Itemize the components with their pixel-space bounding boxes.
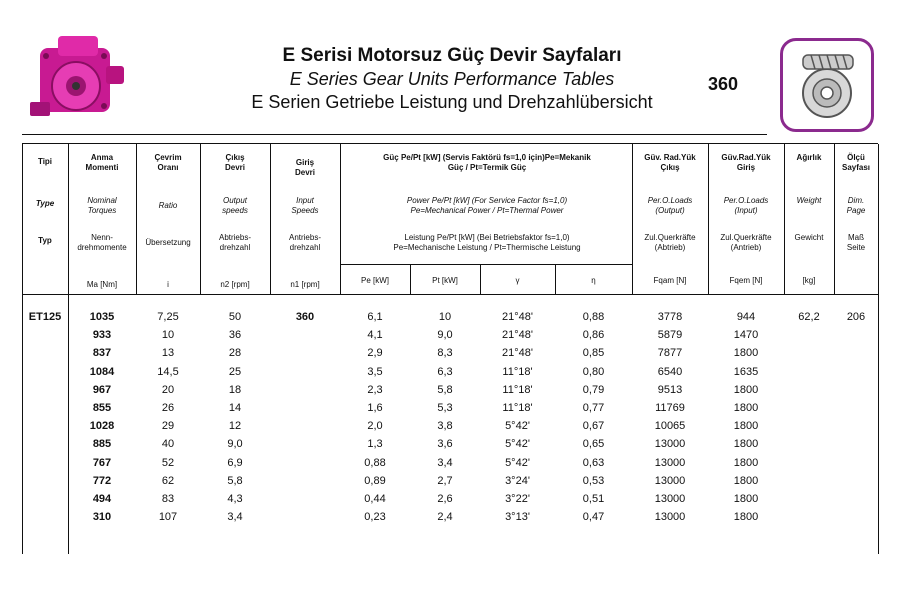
col-weight-tr: Ağırlık: [796, 153, 822, 162]
cell-eta: 0,80: [582, 365, 605, 378]
cell-pt: 10: [438, 311, 452, 323]
table-row: [22, 382, 878, 400]
cell-output-speed: 12: [228, 420, 242, 433]
col-gamma-unit: γ: [515, 276, 520, 285]
table-top-rule: [22, 143, 878, 144]
col-torque-de: Nenn- drehmomente: [77, 233, 127, 252]
cell-gamma: 11°18': [502, 402, 533, 414]
cell-pt: 2,4: [437, 511, 453, 524]
column-divider: [340, 144, 341, 294]
col-weight-en: Weight: [796, 196, 822, 205]
cell-pe: 1,3: [367, 438, 383, 451]
col-type-en: Type: [35, 199, 55, 208]
cell-fqam: 13000: [654, 493, 686, 505]
cell-fqem: 1800: [733, 383, 759, 396]
cell-output-speed: 9,0: [227, 438, 243, 451]
cell-fqem: 1800: [733, 474, 759, 487]
cell-fqem: 944: [736, 311, 756, 323]
table-right-border: [878, 144, 879, 554]
cell-fqem: 1800: [733, 456, 759, 469]
cell-fqam: 13000: [654, 456, 686, 469]
cell-pe: 0,88: [364, 456, 386, 469]
cell-torque: 855: [92, 402, 112, 414]
table-row: [22, 400, 878, 418]
col-dim-tr: Ölçü Sayfası: [841, 153, 871, 172]
cell-fqam: 3778: [657, 311, 683, 323]
cell-ratio: 14,5: [157, 365, 179, 378]
cell-fqam: 9513: [657, 383, 683, 396]
cell-fqem: 1800: [733, 420, 759, 433]
cell-ratio: 7,25: [157, 311, 179, 323]
col-output-unit: n2 [rpm]: [220, 280, 250, 289]
title-turkish: E Serisi Motorsuz Güç Devir Sayfaları: [282, 45, 622, 66]
cell-pe: 3,5: [367, 365, 383, 378]
cell-gamma: 21°48': [502, 311, 533, 323]
title-block: [172, 44, 732, 114]
cell-fqam: 10065: [654, 420, 686, 433]
cell-ratio: 40: [161, 438, 175, 451]
col-input-en: Input Speeds: [291, 196, 319, 215]
cell-input-speed: 360: [295, 311, 315, 323]
cell-gamma: 5°42': [505, 420, 530, 433]
cell-eta: 0,88: [582, 311, 605, 323]
cell-ratio: 29: [161, 420, 175, 433]
cell-fqam: 13000: [654, 474, 686, 487]
cell-torque: 767: [92, 456, 112, 469]
cell-output-speed: 3,4: [227, 511, 243, 524]
cell-dim-page: 206: [846, 311, 866, 323]
cell-fqam: 6540: [657, 365, 683, 378]
cell-eta: 0,77: [582, 402, 605, 414]
cell-weight: 62,2: [798, 311, 820, 323]
title-english: E Series Gear Units Performance Tables: [289, 69, 615, 89]
cell-fqem: 1470: [733, 329, 759, 342]
col-ratio-tr: Çevrim Oranı: [154, 153, 182, 172]
cell-eta: 0,53: [582, 474, 605, 487]
col-torque-tr: Anma Momenti: [85, 153, 119, 172]
cell-output-speed: 36: [228, 329, 242, 342]
cell-torque: 1084: [89, 365, 115, 378]
col-type-tr: Tipi: [37, 157, 53, 166]
table-row: [22, 345, 878, 363]
cell-torque: 885: [92, 438, 112, 451]
cell-ratio: 20: [161, 383, 175, 396]
cell-gamma: 11°18': [502, 383, 533, 396]
cell-gamma: 21°48': [502, 329, 533, 342]
cell-pt: 2,7: [437, 474, 453, 487]
col-radout-de: Zul.Querkräfte (Abtrieb): [644, 233, 696, 252]
cell-pe: 1,6: [367, 402, 383, 414]
cell-eta: 0,67: [582, 420, 605, 433]
col-pe-unit: Pe [kW]: [360, 276, 389, 285]
cell-pe: 2,0: [367, 420, 383, 433]
col-torque-unit: Ma [Nm]: [86, 280, 118, 289]
cell-fqam: 13000: [654, 511, 686, 524]
cell-gamma: 5°42': [505, 438, 530, 451]
col-weight-unit: [kg]: [802, 276, 816, 285]
cell-pe: 4,1: [367, 329, 383, 342]
cell-fqam: 13000: [654, 438, 686, 451]
cell-pe: 0,23: [364, 511, 386, 524]
cell-eta: 0,63: [582, 456, 605, 469]
cell-ratio: 83: [161, 493, 175, 505]
header-rule: [22, 134, 767, 135]
cell-torque: 1028: [89, 420, 115, 433]
cell-gamma: 3°13': [505, 511, 530, 524]
cell-pe: 0,44: [364, 493, 386, 505]
cell-eta: 0,47: [582, 511, 605, 524]
col-input-tr: Giriş Devri: [294, 158, 315, 177]
cell-gamma: 21°48': [502, 347, 533, 360]
cell-output-speed: 4,3: [227, 493, 243, 505]
cell-pt: 3,8: [437, 420, 453, 433]
cell-pt: 5,3: [437, 402, 453, 414]
cell-eta: 0,65: [582, 438, 605, 451]
cell-pt: 6,3: [437, 365, 453, 378]
table-row: [22, 473, 878, 491]
cell-torque: 1035: [89, 311, 115, 323]
cell-fqem: 1800: [733, 511, 759, 524]
cell-output-speed: 14: [228, 402, 242, 414]
table-row: [22, 309, 878, 327]
cell-pt: 3,6: [437, 438, 453, 451]
cell-pt: 5,8: [437, 383, 453, 396]
cell-eta: 0,79: [582, 383, 605, 396]
cell-output-speed: 25: [228, 365, 242, 378]
col-type-de: Typ: [38, 236, 52, 245]
cell-pt: 2,6: [437, 493, 453, 505]
cell-torque: 933: [92, 329, 112, 342]
col-output-de: Abtriebs- drehzahl: [218, 233, 251, 252]
cell-output-speed: 5,8: [227, 474, 243, 487]
table-row: [22, 418, 878, 436]
cell-gamma: 5°42': [505, 456, 530, 469]
table-row: [22, 436, 878, 454]
cell-fqem: 1800: [733, 402, 759, 414]
col-power-de: Leistung Pe/Pt [kW] (Bei Betriebsfaktor fs=1,0) Pe=Mechanische Leistung / Pt=Thermische Leistung: [393, 233, 581, 252]
col-ratio-de: Übersetzung: [145, 238, 191, 247]
col-weight-de: Gewicht: [794, 233, 824, 242]
col-radout-tr: Güv. Rad.Yük Çıkış: [644, 153, 696, 172]
table-row: [22, 327, 878, 345]
col-radin-tr: Güv.Rad.Yük Giriş: [721, 153, 771, 172]
cell-eta: 0,86: [582, 329, 605, 342]
cell-pe: 6,1: [367, 311, 383, 323]
cell-fqem: 1800: [733, 347, 759, 360]
col-power-tr: Güç Pe/Pt [kW] (Servis Faktörü fs=1,0 için)Pe=Mekanik Güç / Pt=Termik Güç: [383, 153, 591, 172]
col-power-en: Power Pe/Pt [kW] (For Service Factor fs=1,0) Pe=Mechanical Power / Pt=Thermal Power: [406, 196, 568, 215]
cell-gamma: 3°24': [505, 474, 530, 487]
col-dim-de: Maß Seite: [846, 233, 866, 252]
cell-fqam: 11769: [655, 402, 685, 414]
col-input-de: Antriebs- drehzahl: [288, 233, 321, 252]
cell-output-speed: 18: [228, 383, 242, 396]
cell-pe: 2,9: [367, 347, 383, 360]
cell-ratio: 107: [158, 511, 178, 524]
cell-fqam: 7877: [657, 347, 683, 360]
table-row: [22, 509, 878, 527]
cell-pt: 8,3: [437, 347, 453, 360]
power-subheader-rule: [340, 264, 632, 265]
cell-torque: 494: [92, 493, 112, 505]
cell-pt: 9,0: [437, 329, 453, 342]
cell-ratio: 10: [161, 329, 175, 342]
worm-gear-icon: [780, 38, 874, 132]
cell-eta: 0,51: [582, 493, 605, 505]
table-row: [22, 491, 878, 509]
col-pt-unit: Pt [kW]: [432, 276, 458, 285]
col-output-tr: Çıkış Devri: [224, 153, 245, 172]
cell-torque: 967: [92, 383, 112, 396]
col-eta-unit: η: [591, 276, 596, 285]
cell-output-speed: 6,9: [227, 456, 243, 469]
cell-torque: 310: [92, 511, 112, 524]
cell-ratio: 52: [161, 456, 175, 469]
cell-output-speed: 50: [228, 311, 242, 323]
page-number: 360: [708, 74, 739, 94]
cell-fqam: 5879: [657, 329, 683, 342]
table-header-rule: [22, 294, 878, 295]
column-divider: [784, 144, 785, 294]
title-german: E Serien Getriebe Leistung und Drehzahlübersicht: [251, 92, 653, 112]
cell-pt: 3,4: [437, 456, 453, 469]
cell-torque: 837: [92, 347, 112, 360]
cell-fqem: 1800: [733, 438, 759, 451]
cell-fqem: 1800: [733, 493, 759, 505]
cell-gamma: 3°22': [505, 493, 530, 505]
cell-pe: 2,3: [367, 383, 383, 396]
cell-eta: 0,85: [582, 347, 605, 360]
cell-output-speed: 28: [228, 347, 242, 360]
col-torque-en: Nominal Torques: [87, 196, 117, 215]
col-radout-en: Per.O.Loads (Output): [647, 196, 693, 215]
col-input-unit: n1 [rpm]: [290, 280, 320, 289]
gearbox-image: [22, 30, 132, 130]
col-radin-unit: Fqem [N]: [729, 276, 763, 285]
table-row: [22, 455, 878, 473]
col-radin-en: Per.O.Loads (Input): [723, 196, 769, 215]
col-ratio-en: Ratio: [158, 201, 178, 210]
cell-pe: 0,89: [364, 474, 386, 487]
cell-fqem: 1635: [733, 365, 759, 378]
cell-ratio: 26: [161, 402, 175, 414]
cell-type: ET125: [28, 311, 62, 323]
cell-ratio: 62: [161, 474, 175, 487]
table-row: [22, 364, 878, 382]
col-ratio-unit: i: [167, 280, 169, 289]
cell-gamma: 11°18': [502, 365, 533, 378]
cell-torque: 772: [92, 474, 112, 487]
page-header: [22, 30, 878, 135]
col-dim-en: Dim. Page: [846, 196, 866, 215]
col-output-en: Output speeds: [222, 196, 248, 215]
col-radin-de: Zul.Querkräfte (Antrieb): [720, 233, 772, 252]
cell-ratio: 13: [161, 347, 175, 360]
col-radout-unit: Fqam [N]: [653, 276, 687, 285]
